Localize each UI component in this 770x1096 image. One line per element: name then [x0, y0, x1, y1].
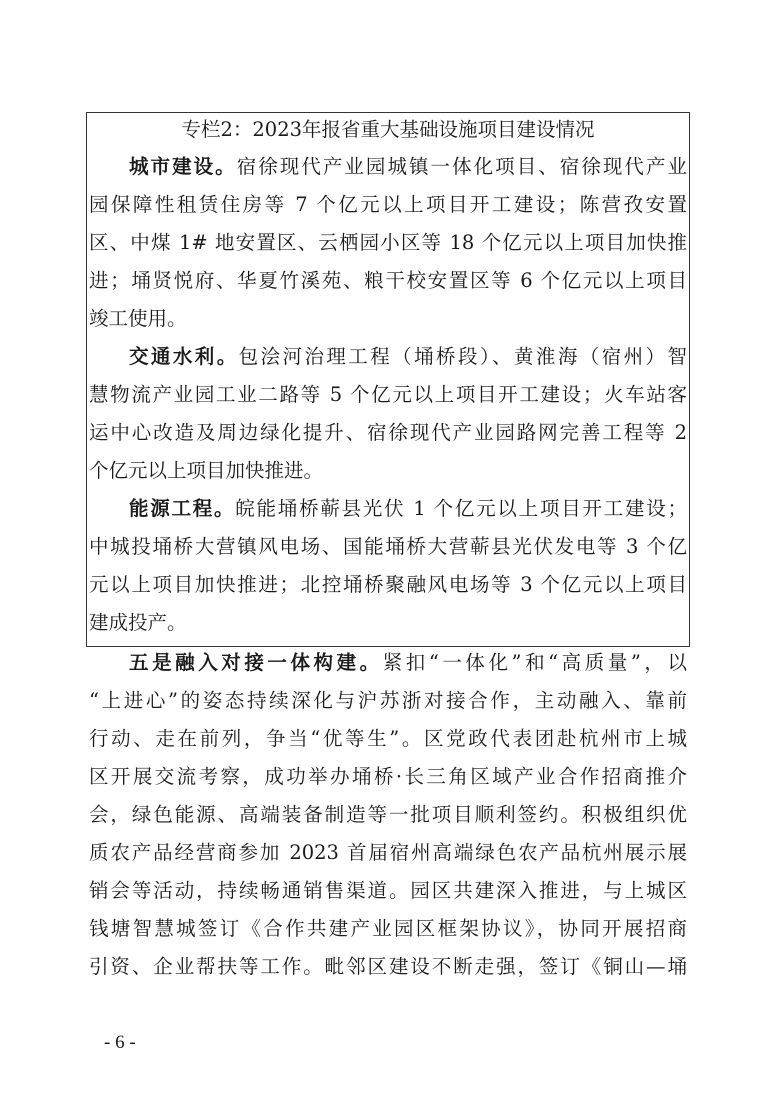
- paragraph-line: [89, 380, 687, 410]
- paragraph-line: [89, 456, 687, 486]
- paragraph-line: [89, 228, 687, 258]
- paragraph-line: [89, 724, 687, 754]
- page-number: - 6 -: [104, 1032, 136, 1053]
- line-text: 运中心改造及周边绿化提升、宿徐现代产业园路网完善工程等 2: [89, 421, 687, 444]
- paragraph-line: [89, 686, 687, 716]
- line-text: 钱塘智慧城签订《合作共建产业园区框架协议》，协同开展招商: [89, 917, 687, 940]
- paragraph-lead: 交通水利。: [129, 345, 239, 368]
- line-text: 销会等活动，持续畅通销售渠道。园区共建深入推进，与上城区: [89, 879, 687, 902]
- line-text: 宿徐现代产业园城镇一体化项目、宿徐现代产业: [236, 155, 687, 178]
- paragraph-line: [89, 190, 687, 220]
- paragraph-line: [89, 266, 687, 296]
- paragraph-line: [129, 152, 687, 182]
- line-text: 皖能埇桥蕲县光伏 1 个亿元以上项目开工建设；: [235, 497, 687, 520]
- line-text: 中城投埇桥大营镇风电场、国能埇桥大营蕲县光伏发电等 3 个亿: [89, 535, 687, 558]
- line-text: 包浍河治理工程（埇桥段）、黄淮海（宿州）智: [238, 345, 687, 368]
- line-text: 行动、走在前列，争当“优等生”。区党政代表团赴杭州市上城: [89, 727, 687, 750]
- paragraph-line: [89, 570, 687, 600]
- line-text: 进；埇贤悦府、华夏竹溪苑、粮干校安置区等 6 个亿元以上项目: [89, 269, 687, 292]
- paragraph-line: [89, 762, 687, 792]
- line-text: 引资、企业帮扶等工作。毗邻区建设不断走强，签订《铜山—埇: [89, 955, 687, 978]
- paragraph-line: [129, 342, 687, 372]
- paragraph-lead: 城市建设。: [129, 155, 237, 178]
- line-text: 区开展交流考察，成功举办埇桥·长三角区域产业合作招商推介: [89, 765, 687, 788]
- line-text: 元以上项目加快推进；北控埇桥聚融风电场等 3 个亿元以上项目: [89, 573, 687, 596]
- line-text: 区、中煤 1# 地安置区、云栖园小区等 18 个亿元以上项目加快推: [89, 231, 687, 254]
- paragraph-line: [129, 494, 687, 524]
- paragraph-line: [89, 608, 687, 638]
- paragraph-line: [129, 648, 687, 678]
- line-text: 慧物流产业园工业二路等 5 个亿元以上项目开工建设；火车站客: [89, 383, 687, 406]
- paragraph-line: [89, 304, 687, 334]
- line-text: 会，绿色能源、高端装备制造等一批项目顺利签约。积极组织优: [89, 803, 687, 826]
- line-text: 质农产品经营商参加 2023 首届宿州高端绿色农产品杭州展示展: [89, 841, 687, 864]
- paragraph-lead: 五是融入对接一体构建。: [129, 651, 383, 674]
- line-text: “上进心”的姿态持续深化与沪苏浙对接合作，主动融入、靠前: [89, 689, 687, 712]
- box-title: 专栏2：2023年报省重大基础设施项目建设情况: [181, 118, 595, 141]
- paragraph-line: [89, 876, 687, 906]
- line-text: 紧扣“一体化”和“高质量”，以: [382, 651, 687, 674]
- paragraph-line: [89, 914, 687, 944]
- paragraph-line: [89, 418, 687, 448]
- line-text: 竣工使用。: [89, 307, 187, 330]
- paragraph-line: [89, 838, 687, 868]
- paragraph-line: [89, 952, 687, 982]
- line-text: 园保障性租赁住房等 7 个亿元以上项目开工建设；陈营孜安置: [89, 193, 687, 216]
- paragraph-lead: 能源工程。: [129, 497, 236, 520]
- paragraph-line: [89, 800, 687, 830]
- line-text: 建成投产。: [89, 611, 187, 634]
- paragraph-line: [89, 532, 687, 562]
- line-text: 个亿元以上项目加快推进。: [89, 459, 324, 482]
